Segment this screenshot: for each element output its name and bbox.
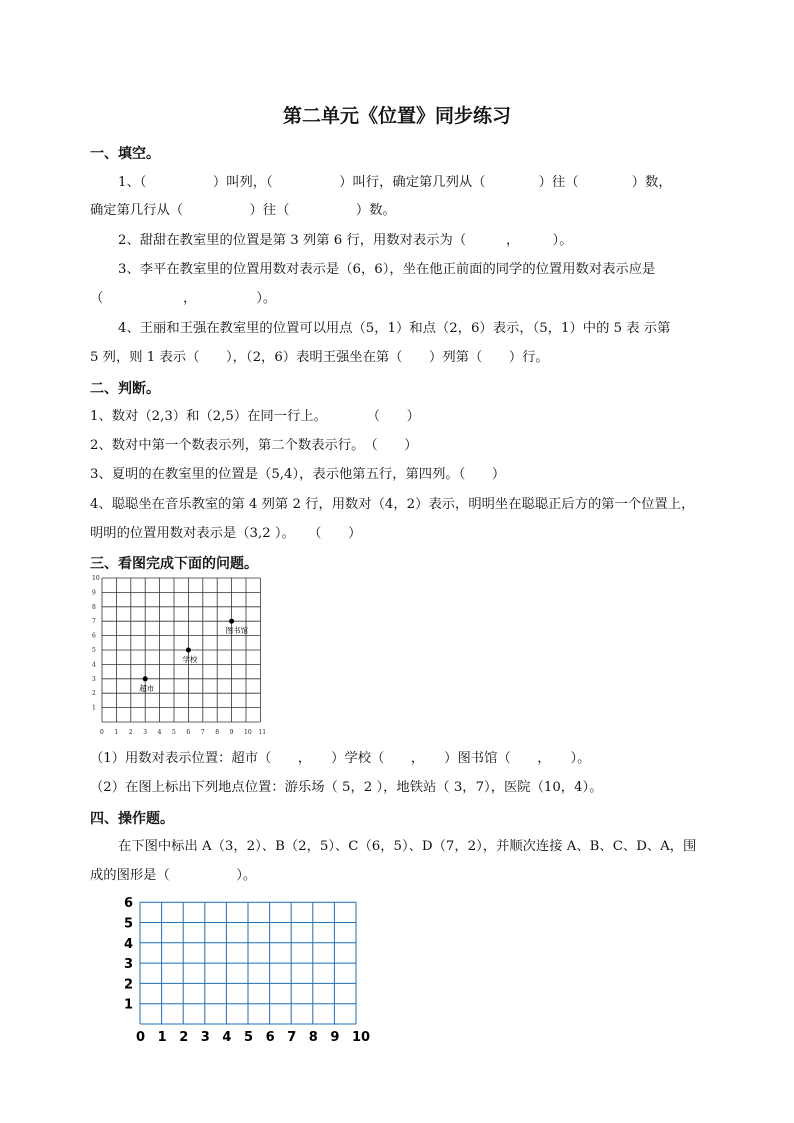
map-x-tick: 6 <box>186 729 191 736</box>
judge-q4-line2: 明明的位置用数对表示是（3,2 ）。 （ ） <box>90 526 362 541</box>
fill-q1-line2: 确定第几行从（ ）往（ ）数。 <box>90 203 396 218</box>
op-x-tick: 9 <box>330 1030 340 1045</box>
map-y-tick: 4 <box>92 661 96 669</box>
map-grid <box>88 572 278 740</box>
map-y-tick: 2 <box>92 690 96 698</box>
op-x-tick: 2 <box>179 1030 189 1045</box>
section-fill-heading: 一、填空。 <box>90 146 160 162</box>
map-q2: （2）在图上标出下列地点位置：游乐场（ 5，2 ），地铁站（ 3，7），医院（10，4）。 <box>90 780 603 795</box>
op-x-tick: 8 <box>308 1030 318 1045</box>
fill-q3-line2: （ ， ）。 <box>90 291 277 306</box>
map-y-tick: 8 <box>92 603 96 611</box>
operate-text-line2: 成的图形是（ ）。 <box>90 868 257 883</box>
fill-q2: 2、甜甜在教室里的位置是第 3 列第 6 行，用数对表示为（ ， ）。 <box>118 233 573 248</box>
map-x-tick: 5 <box>172 729 176 736</box>
map-x-tick: 11 <box>258 729 267 736</box>
op-y-tick: 2 <box>124 977 134 993</box>
op-x-tick: 3 <box>200 1030 210 1045</box>
judge-q3: 3、夏明的在教室里的位置是（5,4），表示他第五行，第四列。（ ） <box>90 467 506 482</box>
map-y-tick: 1 <box>92 704 96 712</box>
op-x-tick: 10 <box>352 1030 371 1045</box>
op-x-tick: 4 <box>222 1030 232 1045</box>
judge-q1: 1、数对（2,3）和（2,5）在同一行上。 （ ） <box>90 409 420 424</box>
map-y-tick: 3 <box>92 675 96 683</box>
op-x-tick: 5 <box>244 1030 254 1045</box>
map-q1: （1）用数对表示位置：超市（ ， ）学校（ ， ）图书馆（ ， ）。 <box>90 751 591 766</box>
judge-q4-line1: 4、聪聪坐在音乐教室的第 4 列第 2 行，用数对（4，2）表示，明明坐在聪聪正后方的第一个位置上， <box>90 497 695 512</box>
section-operate-heading: 四、操作题。 <box>90 811 174 827</box>
map-point-2 <box>229 619 234 624</box>
map-y-tick: 9 <box>92 589 96 597</box>
map-point-1 <box>186 648 191 653</box>
map-x-tick: 8 <box>215 729 220 736</box>
map-x-tick: 9 <box>229 729 234 736</box>
op-x-tick: 7 <box>287 1030 297 1045</box>
operate-text-line1: 在下图中标出 A（3，2）、B（2，5）、C（6，5）、D（7，2），并顺次连接 A、B、C、D、A，围 <box>118 839 697 854</box>
map-point-label-0: 超市 <box>139 683 155 693</box>
map-point-0 <box>143 676 148 681</box>
map-x-tick: 10 <box>244 729 252 736</box>
map-point-label-1: 学校 <box>182 655 198 664</box>
map-y-tick: 7 <box>92 618 96 626</box>
op-x-tick: 1 <box>157 1030 167 1045</box>
op-y-tick: 6 <box>124 896 134 912</box>
op-x-tick: 0 <box>136 1030 146 1045</box>
op-y-tick: 1 <box>124 997 134 1013</box>
fill-q1-line1: 1、（ ）叫列，（ ）叫行，确定第几列从（ ）往（ ）数， <box>118 175 672 190</box>
fill-q4-line2: 5 列，则 1 表示（ ），（2，6）表明王强坐在第（ ）列第（ ）行。 <box>90 350 549 365</box>
page-title: 第二单元《位置》同步练习 <box>282 105 511 127</box>
op-y-tick: 5 <box>124 916 134 932</box>
map-y-tick: 6 <box>92 632 96 640</box>
section-judge-heading: 二、判断。 <box>90 381 160 397</box>
map-x-tick: 3 <box>143 729 148 736</box>
op-y-tick: 4 <box>124 936 134 952</box>
map-x-tick: 7 <box>200 729 205 736</box>
map-x-tick: 4 <box>157 729 162 736</box>
map-x-tick: 0 <box>100 729 104 736</box>
operate-grid-figure <box>118 892 378 1048</box>
map-x-tick: 2 <box>128 729 133 736</box>
operate-grid <box>118 892 378 1048</box>
op-x-tick: 6 <box>265 1030 275 1045</box>
map-point-label-2: 图书馆 <box>225 626 249 636</box>
judge-q2: 2、数对中第一个数表示列，第二个数表示行。 （ ） <box>90 438 418 453</box>
fill-q3-line1: 3、李平在教室里的位置用数对表示是（6，6），坐在他正前面的同学的位置用数对表示应是 <box>118 262 656 277</box>
map-y-tick: 10 <box>92 575 100 582</box>
op-y-tick: 3 <box>124 957 134 973</box>
map-grid-figure <box>88 572 278 740</box>
section-map-heading: 三、看图完成下面的问题。 <box>90 556 258 572</box>
map-x-tick: 1 <box>114 729 119 736</box>
fill-q4-line1: 4、王丽和王强在教室里的位置可以用点（5，1）和点（2，6）表示，（5，1）中的 5 表 示第 <box>118 321 671 336</box>
map-y-tick: 5 <box>92 647 96 654</box>
